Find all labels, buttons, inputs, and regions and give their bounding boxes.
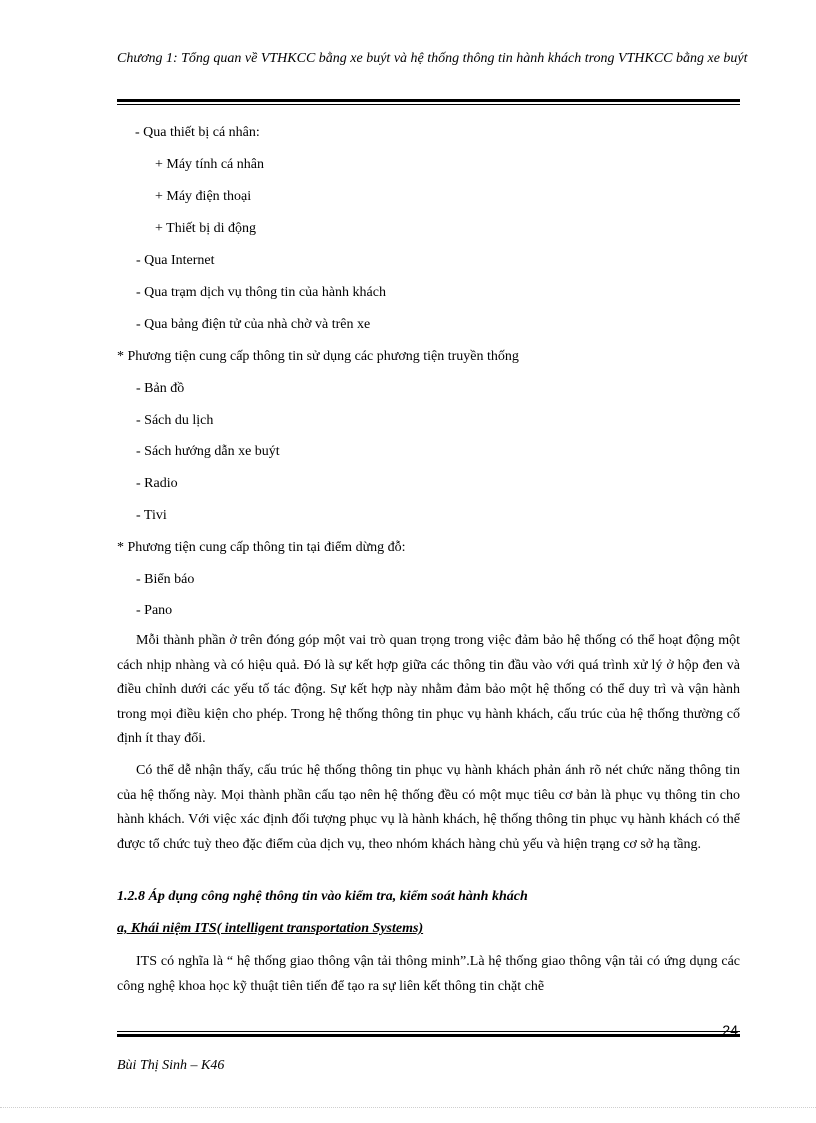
section-heading: 1.2.8 Áp dụng công nghệ thông tin vào kiểm tra, kiểm soát hành khách xyxy=(117,889,528,904)
list-item: + Máy điện thoại xyxy=(155,189,252,204)
section-label: * Phương tiện cung cấp thông tin sử dụng các phương tiện truyền thống xyxy=(117,349,519,364)
list-item: - Qua bảng điện tử của nhà chờ và trên xe xyxy=(136,317,371,332)
list-item: - Sách du lịch xyxy=(136,413,214,428)
list-item: - Bản đồ xyxy=(136,381,185,396)
list-item: - Qua Internet xyxy=(136,253,215,268)
running-header: Chương 1: Tổng quan về VTHKCC bằng xe buýt và hệ thống thông tin hành khách trong VTHKCC bằng xe buýt xyxy=(117,51,748,66)
page-number: 24 xyxy=(722,1022,738,1038)
list-item: - Qua trạm dịch vụ thông tin của hành khách xyxy=(136,285,386,300)
paragraph: ITS có nghĩa là “ hệ thống giao thông vận tải thông minh”.Là hệ thống giao thông vận tải có ứng dụng các công nghệ khoa học kỹ thuật tiên tiến để tạo ra sự liên kết thông tin chặt chẽ xyxy=(117,954,740,994)
list-item: - Qua thiết bị cá nhân: xyxy=(135,125,260,140)
list-item: - Radio xyxy=(136,476,178,491)
list-item: - Tivi xyxy=(136,508,167,523)
section-label: * Phương tiện cung cấp thông tin tại điểm dừng đỗ: xyxy=(117,540,406,555)
subsection-heading: a, Khái niệm ITS( intelligent transportation Systems) xyxy=(117,921,424,936)
list-item: - Pano xyxy=(136,603,173,618)
paragraph: Có thể dễ nhận thấy, cấu trúc hệ thống thông tin phục vụ hành khách phản ánh rõ nét chức năng thông tin của hệ thống này. Mọi thành phần cấu tạo nên hệ thống đều có một mục tiêu cơ bản là phục vụ thông tin cho hành khách. Với việc xác định đối tượng phục vụ là hành khách, hệ thống thông tin phục vụ hành khách có thể được tổ chức tuỳ theo đặc điểm của dịch vụ, theo nhóm khách hàng chủ yếu và hiện trạng cơ sở hạ tầng. xyxy=(117,763,740,852)
list-item: - Sách hướng dẫn xe buýt xyxy=(136,444,280,459)
page-edge-divider xyxy=(0,1107,816,1108)
footer-rule xyxy=(117,1031,740,1037)
list-item: - Biển báo xyxy=(136,572,195,587)
list-item: + Máy tính cá nhân xyxy=(155,157,264,172)
footer-author: Bùi Thị Sinh – K46 xyxy=(117,1058,225,1073)
list-item: + Thiết bị di động xyxy=(155,221,256,236)
header-rule xyxy=(117,99,740,105)
paragraph: Mỗi thành phần ở trên đóng góp một vai trò quan trọng trong việc đảm bảo hệ thống có thể hoạt động một cách nhịp nhàng và có hiệu quả. Đó là sự kết hợp giữa các thông tin đầu vào với quá trình xử lý ở hộp đen và điều chỉnh dưới các yếu tố tác động. Sự kết hợp này nhằm đảm bảo một hệ thống có thể duy trì và vận hành trong mọi điều kiện cho phép. Trong hệ thống thông tin phục vụ hành khách, cấu trúc của hệ thống thường cố định ít thay đổi. xyxy=(117,633,740,746)
